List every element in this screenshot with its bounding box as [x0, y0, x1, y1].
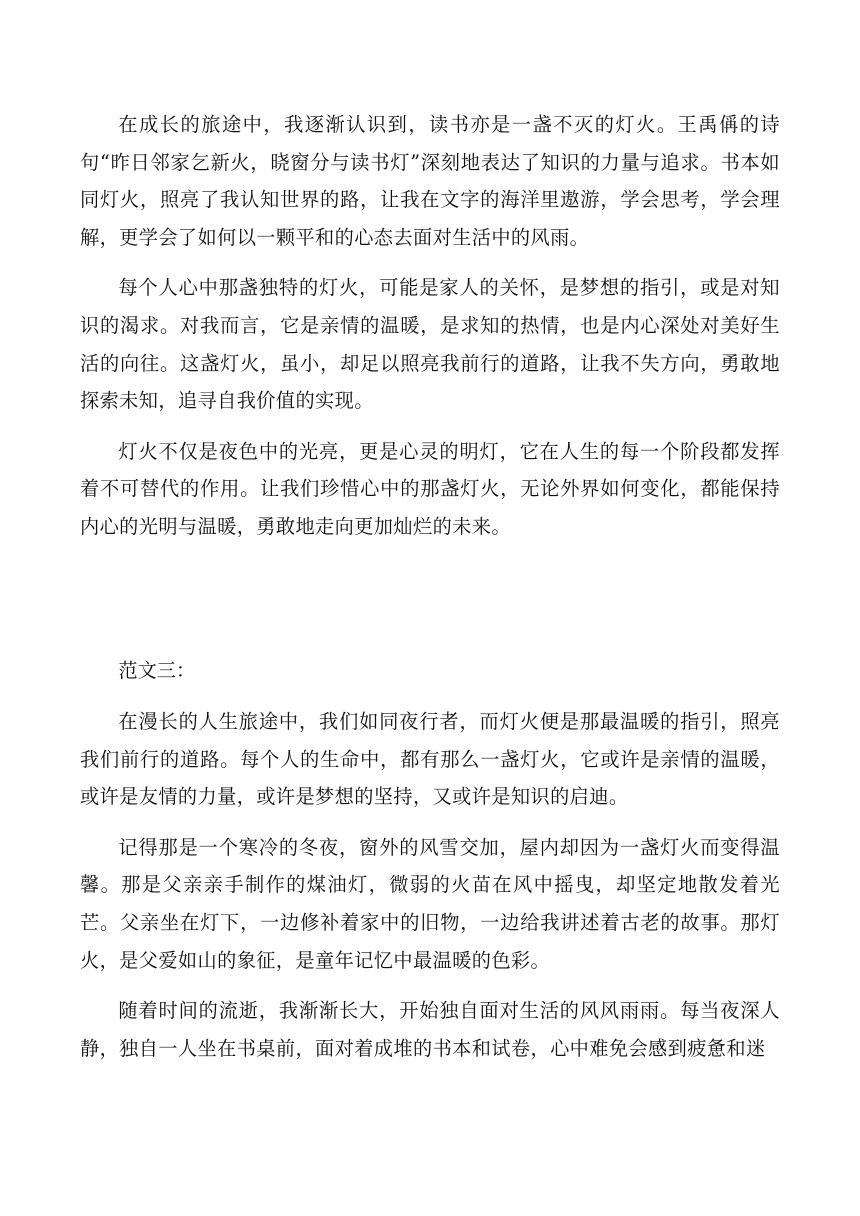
essay-section-three	[80, 703, 780, 1067]
paragraph: 在漫长的人生旅途中，我们如同夜行者，而灯火便是那最温暖的指引，照亮我们前行的道路。每个人的生命中，都有那么一盏灯火，它或许是亲情的温暖，或许是友情的力量，或许是梦想的坚持，又或许是知识的启迪。	[80, 710, 780, 809]
essay-section-continued	[80, 106, 780, 546]
paragraph: 灯火不仅是夜色中的光亮，更是心灵的明灯，它在人生的每一个阶段都发挥着不可替代的作用。让我们珍惜心中的那盏灯火，无论外界如何变化，都能保持内心的光明与温暖，勇敢地走向更加灿烂的未来。	[80, 439, 780, 538]
paragraph: 记得那是一个寒冷的冬夜，窗外的风雪交加，屋内却因为一盏灯火而变得温馨。那是父亲亲手制作的煤油灯，微弱的火苗在风中摇曳，却坚定地散发着光芒。父亲坐在灯下，一边修补着家中的旧物，一边给我讲述着古老的故事。那灯火，是父爱如山的象征，是童年记忆中最温暖的色彩。	[80, 835, 780, 972]
paragraph: 随着时间的流逝，我渐渐长大，开始独自面对生活的风风雨雨。每当夜深人静，独自一人坐在书桌前，面对着成堆的书本和试卷，心中难免会感到疲惫和迷	[80, 999, 780, 1060]
paragraph: 每个人心中那盏独特的灯火，可能是家人的关怀，是梦想的指引，或是对知识的渴求。对我而言，它是亲情的温暖，是求知的热情，也是内心深处对美好生活的向往。这盏灯火，虽小，却足以照亮我前行的道路，让我不失方向，勇敢地探索未知，追寻自我价值的实现。	[80, 276, 780, 413]
paragraph: 在成长的旅途中，我逐渐认识到，读书亦是一盏不灭的灯火。王禹偁的诗句“昨日邻家乞新火，晓窗分与读书灯”深刻地表达了知识的力量与追求。书本如同灯火，照亮了我认知世界的路，让我在文字的海洋里遨游，学会思考，学会理解，更学会了如何以一颗平和的心态去面对生活中的风雨。	[80, 113, 780, 249]
section-heading: 范文三：	[118, 659, 196, 682]
